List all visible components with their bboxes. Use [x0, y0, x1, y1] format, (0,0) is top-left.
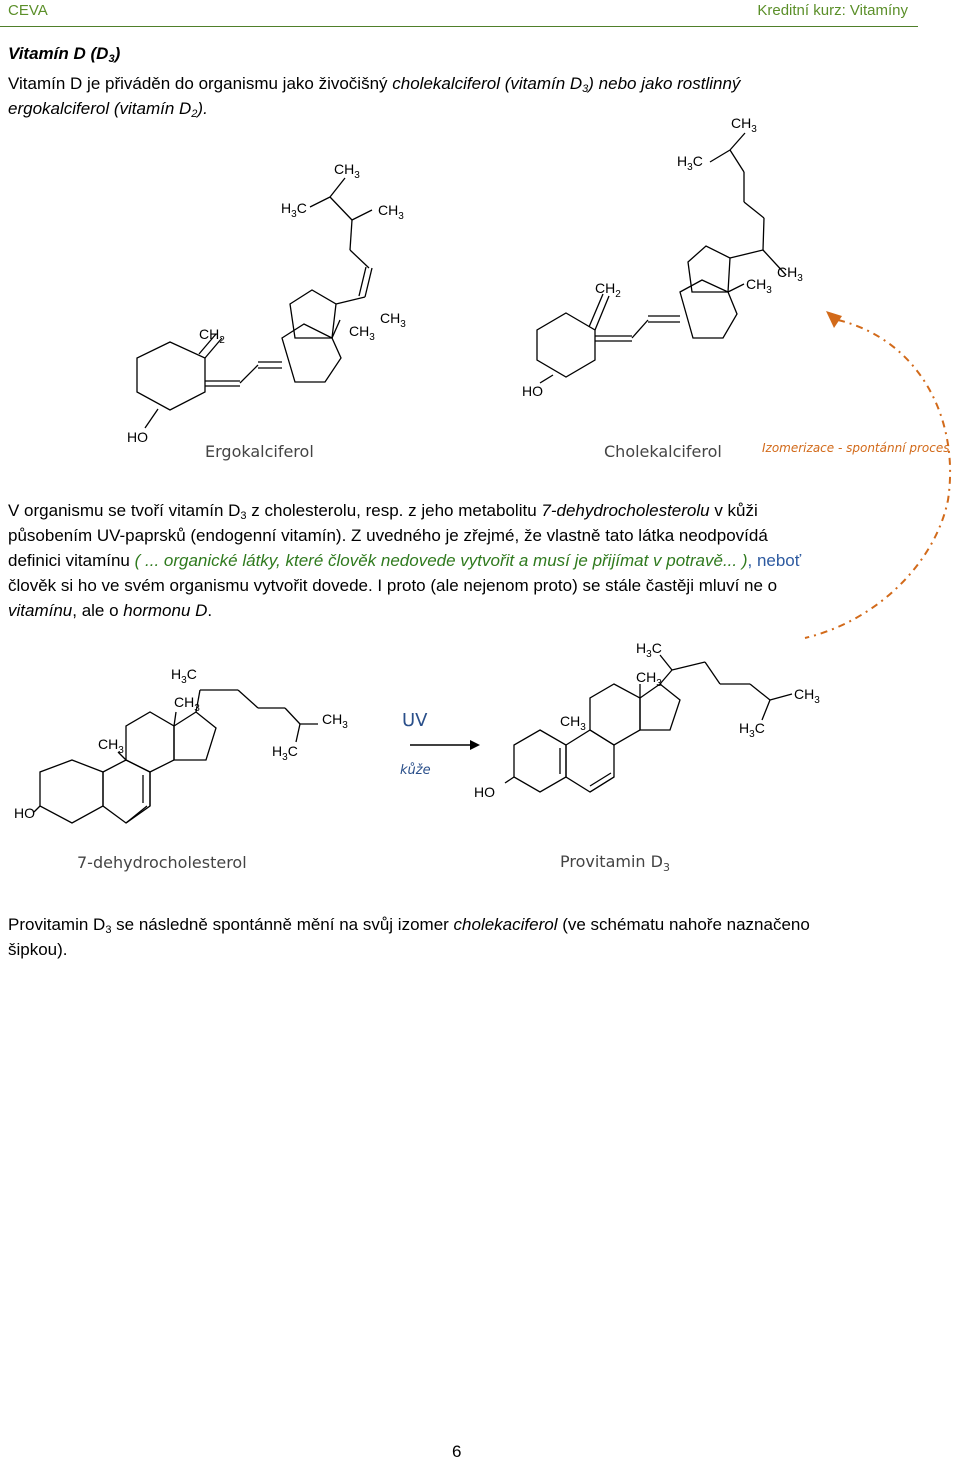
svg-text:CH3: $CH_3$: [560, 713, 586, 733]
svg-text:HO: HO: [14, 805, 35, 821]
svg-text:CH3: $CH_3$: [380, 310, 406, 330]
dehydrocholesterol-caption: 7-dehydrocholesterol: [77, 853, 247, 872]
svg-text:H3C: $H_3C$: [739, 720, 765, 740]
svg-text:CH3: $CH_3$: [378, 202, 404, 222]
svg-text:CH2: $CH_2$: [199, 326, 225, 346]
svg-text:HO: HO: [127, 429, 148, 445]
provitamin-labels: [474, 640, 820, 800]
page-number: 6: [452, 1442, 462, 1461]
svg-text:H3C: $H_3C$: [677, 153, 703, 173]
kuze-label: kůže: [400, 763, 431, 778]
section-title: Vitamín D $(D_3)$: [8, 44, 121, 65]
ergocalciferol-caption: Ergokalciferol: [205, 442, 314, 461]
closing-paragraph: Provitamin $D_3$ se následně spontánně mění na svůj izomer cholekaciferol (ve schématu nahoře naznačeno šipkou).: [8, 915, 810, 959]
svg-text:HO: HO: [522, 383, 543, 399]
uv-label: UV: [402, 710, 428, 731]
svg-text:CH3: $CH_3$: [777, 264, 803, 284]
dehydrocholesterol-labels: [14, 666, 348, 821]
svg-text:CH3: $CH_3$: [174, 694, 200, 714]
isomerization-note: Izomerizace - spontánní proces: [762, 441, 950, 455]
svg-text:CH3: $CH_3$: [746, 276, 772, 296]
intro-paragraph: Vitamín D je přiváděn do organismu jako živočišný cholekalciferol (vitamín $D_3$) nebo jako rostlinný ergokalciferol (vitamín $D_2$).: [8, 74, 741, 120]
svg-text:CH3: $CH_3$: [334, 161, 360, 181]
svg-text:H3C: $H_3C$: [636, 640, 662, 660]
svg-text:H3C: $H_3C$: [171, 666, 197, 686]
header-left: CEVA: [8, 2, 48, 19]
cholecalciferol-caption: Cholekalciferol: [604, 442, 722, 461]
svg-text:H3C: $H_3C$: [281, 200, 307, 220]
svg-text:CH3: $CH_3$: [636, 669, 662, 689]
svg-text:CH2: $CH_2$: [595, 280, 621, 300]
svg-text:CH3: $CH_3$: [98, 736, 124, 756]
svg-text:CH3: $CH_3$: [731, 115, 757, 135]
svg-text:CH3: $CH_3$: [349, 323, 375, 343]
svg-text:CH3: $CH_3$: [322, 711, 348, 731]
provitamin-caption: Provitamin $D_3$: [560, 852, 670, 874]
body-paragraph: V organismu se tvoří vitamín $D_3$ z cholesterolu, resp. z jeho metabolitu 7-dehydrocholesterolu v kůži působením UV-paprsků (endogenní vitamín). Z uvedného je zřejmé, že vlastně tato látka neodpovídá definici vitamínu ( ... organické látky, které člověk nedovede vytvořit a musí je přijímat v potravě... ), neboť člověk si ho ve svém organismu vytvořit dovede. I proto (ale nejenom proto) se stále častěji mluví ne o vitamínu, ale o hormonu D.: [8, 501, 802, 620]
svg-text:CH3: $CH_3$: [794, 686, 820, 706]
svg-text:HO: HO: [474, 784, 495, 800]
svg-text:H3C: $H_3C$: [272, 743, 298, 763]
reaction-arrow-icon: [470, 740, 480, 750]
header-right: Kreditní kurz: Vitamíny: [757, 2, 908, 19]
